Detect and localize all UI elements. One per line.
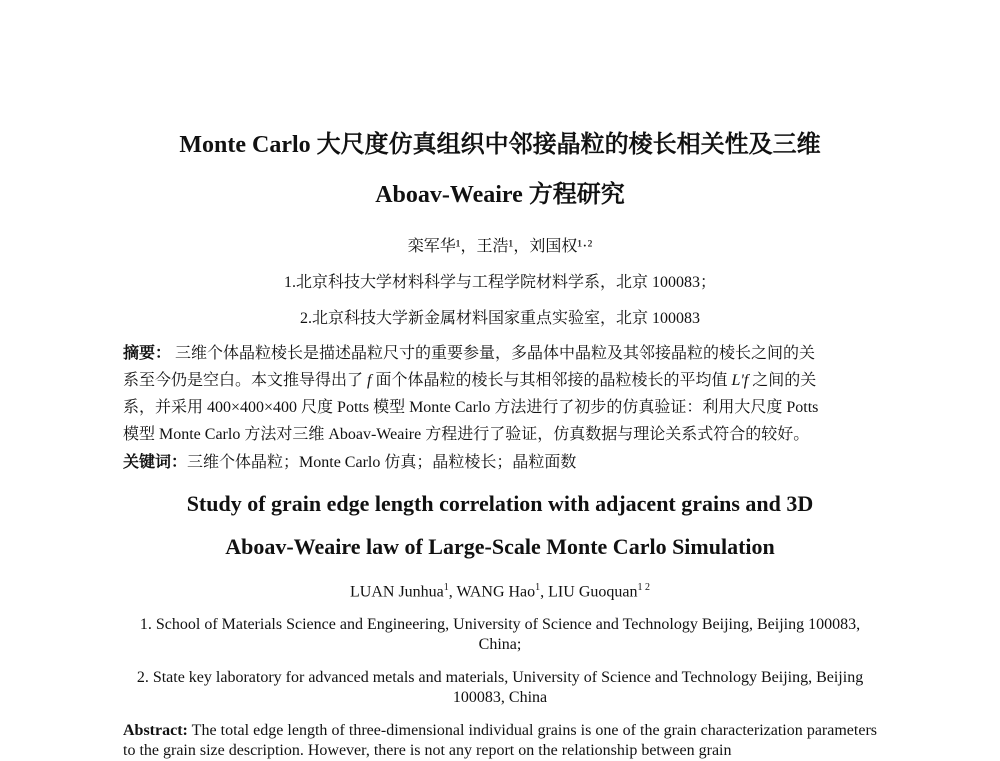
- abstract-cn-text2a: 系至今仍是空白。本文推导得出了: [123, 372, 364, 389]
- symbol-f: f: [367, 372, 372, 389]
- abstract-en: [123, 721, 877, 761]
- author-2-sup: 1: [535, 582, 541, 593]
- title-cn-line2: Aboav-Weaire 方程研究: [375, 182, 625, 208]
- abstract-cn-line4: 模型 Monte Carlo 方法对三维 Aboav-Weaire 方程进行了验证，仿真数据与理论关系式符合的较好。: [123, 426, 810, 443]
- keywords-cn: [123, 452, 576, 474]
- abstract-cn-text2b: 面个体晶粒的棱长与其相邻接的晶粒棱长的平均值: [375, 372, 728, 389]
- abstract-cn-text2c: 之间的关: [752, 372, 817, 389]
- affiliation-en-2: 2. State key laboratory for advanced metals and materials, University of Science and Technology Beijing, Beijing 100083, China: [136, 669, 864, 706]
- author-3: LIU Guoquan: [548, 583, 638, 601]
- abstract-cn: [123, 340, 877, 448]
- abstract-cn-text1: 三维个体晶粒棱长是描述晶粒尺寸的重要参量，多晶体中晶粒及其邻接晶粒的棱长之间的关: [175, 345, 816, 362]
- affiliation-cn-2: 2.北京科技大学新金属材料国家重点实验室，北京 100083: [299, 310, 700, 327]
- title-cn-line1: Monte Carlo 大尺度仿真组织中邻接晶粒的棱长相关性及三维: [179, 132, 821, 158]
- abstract-cn-line2: [123, 367, 877, 394]
- title-en-line2: Aboav-Weaire law of Large-Scale Monte Carlo Simulation: [225, 534, 775, 559]
- symbol-lf: L'f: [731, 372, 749, 389]
- affiliation-en-1: 1. School of Materials Science and Engineering, University of Science and Technology Beijing, Beijing 100083, China;: [139, 616, 861, 653]
- title-en-line1: Study of grain edge length correlation with adjacent grains and 3D: [186, 491, 814, 516]
- keywords-cn-label: 关键词：: [123, 454, 188, 471]
- abstract-en-label: Abstract:: [123, 722, 188, 739]
- abstract-cn-line1: [123, 340, 877, 367]
- keywords-cn-text: 三维个体晶粒；Monte Carlo 仿真；晶粒棱长；晶粒面数: [187, 454, 577, 471]
- abstract-cn-label: 摘要：: [123, 345, 172, 362]
- authors-cn: 栾军华¹，王浩¹，刘国权¹·²: [407, 238, 593, 255]
- authors-en: LUAN Junhua$^1$, WANG Hao$^1$, LIU Guoquan$^{1 2}$: [350, 582, 650, 601]
- abstract-cn-line3: 系，并采用 400×400×400 尺度 Potts 模型 Monte Carlo 方法进行了初步的仿真验证：利用大尺度 Potts: [123, 399, 819, 416]
- author-1: LUAN Junhua: [350, 583, 444, 601]
- affiliation-cn-1: 1.北京科技大学材料科学与工程学院材料学系，北京 100083；: [283, 274, 716, 291]
- abstract-en-text: The total edge length of three-dimensional individual grains is one of the grain characterization parameters to the grain size description. However, there is not any report on the relationship between grain: [123, 722, 877, 759]
- author-3-sup: 1 2: [637, 582, 650, 593]
- author-2: WANG Hao: [456, 583, 536, 601]
- author-1-sup: 1: [443, 582, 449, 593]
